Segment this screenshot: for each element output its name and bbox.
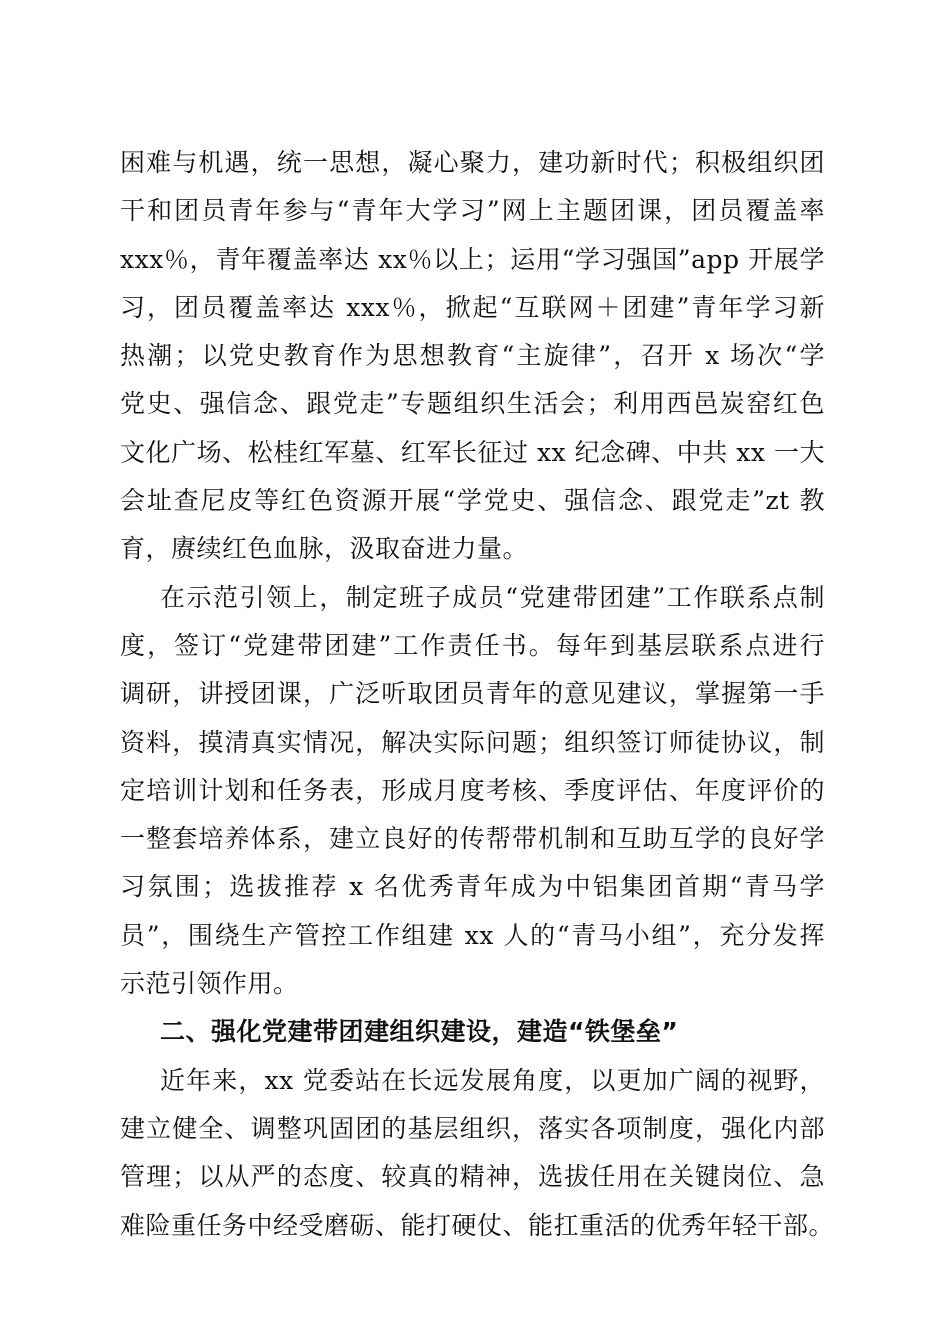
text-line: xxx％，青年覆盖率达 xx％以上；运用“学习强国”app 开展学 xyxy=(120,244,825,274)
text-line: 建立健全、调整巩固团的基层组织，落实各项制度，强化内部 xyxy=(120,1113,825,1143)
text-line: 党史、强信念、跟党走”专题组织生活会；利用西邑炭窑红色 xyxy=(120,389,825,419)
paragraph-organization xyxy=(120,1057,835,1250)
text-line: 示范引领作用。 xyxy=(120,969,299,999)
text-line: 会址查尼皮等红色资源开展“学党史、强信念、跟党走”zt 教 xyxy=(120,486,825,516)
text-line: 在示范引领上，制定班子成员“党建带团建”工作联系点制 xyxy=(160,582,825,612)
text-line: 管理；以从严的态度、较真的精神，选拔任用在关键岗位、急 xyxy=(120,1162,825,1192)
text-line: 调研，讲授团课，广泛听取团员青年的意见建议，掌握第一手 xyxy=(120,679,825,709)
document-body xyxy=(120,139,835,1250)
text-line: 热潮；以党史教育作为思想教育“主旋律”，召开 x 场次“学 xyxy=(120,341,825,371)
text-line: 文化广场、松桂红军墓、红军长征过 xx 纪念碑、中共 xx 一大 xyxy=(120,437,825,467)
paragraph-red-education xyxy=(120,139,825,574)
text-line: 育，赓续红色血脉，汲取奋进力量。 xyxy=(120,534,529,564)
text-line: 近年来，xx 党委站在长远发展角度，以更加广阔的视野， xyxy=(160,1065,825,1095)
text-line: 困难与机遇，统一思想，凝心聚力，建功新时代；积极组织团 xyxy=(120,148,825,177)
text-line: 定培训计划和任务表，形成月度考核、季度评估、年度评价的 xyxy=(120,775,825,805)
text-line: 资料，摸清真实情况，解决实际问题；组织签订师徒协议，制 xyxy=(120,727,825,757)
text-line: 习氛围；选拔推荐 x 名优秀青年成为中铝集团首期“青马学 xyxy=(120,872,825,902)
text-line: 度，签订“党建带团建”工作责任书。每年到基层联系点进行 xyxy=(120,630,825,660)
text-line: 习，团员覆盖率达 xxx％，掀起“互联网＋团建”青年学习新 xyxy=(120,292,825,322)
text-line: 难险重任务中经受磨砺、能打硬仗、能扛重活的优秀年轻干部。 xyxy=(120,1210,835,1240)
text-line: 员”，围绕生产管控工作组建 xx 人的“青马小组”，充分发挥 xyxy=(120,920,825,950)
paragraph-demonstration xyxy=(120,574,825,1009)
text-line: 一整套培养体系，建立良好的传帮带机制和互助互学的良好学 xyxy=(120,824,825,854)
text-line: 干和团员青年参与“青年大学习”网上主题团课，团员覆盖率 xyxy=(120,196,825,226)
section-heading: 二、强化党建带团建组织建设，建造“铁堡垒” xyxy=(160,1017,679,1047)
